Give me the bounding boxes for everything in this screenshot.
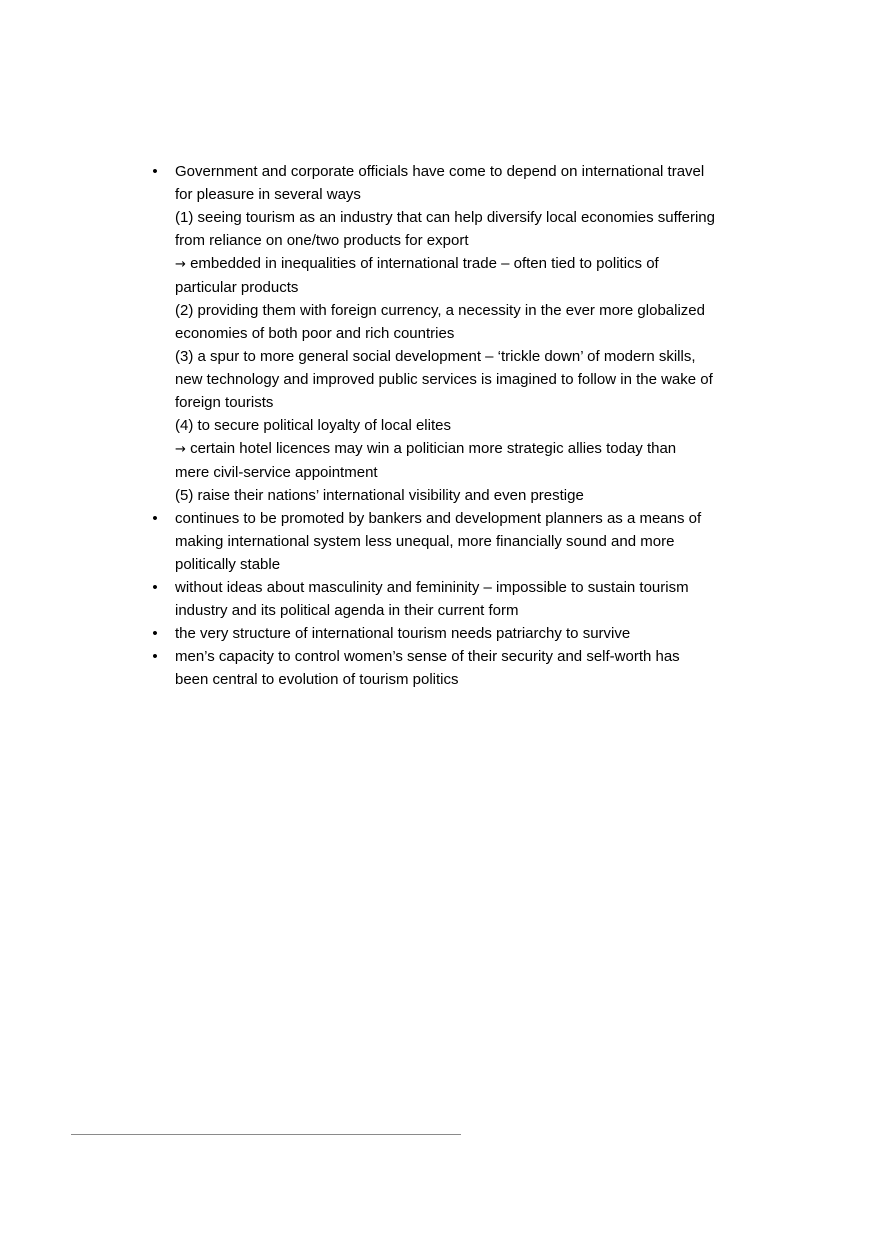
footnote-separator <box>71 1134 461 1135</box>
bullet-list <box>148 160 748 691</box>
text-line: (2) providing them with foreign currency, a necessity in the ever more globalized <box>175 302 705 319</box>
text-line: mere civil-service appointment <box>175 464 378 481</box>
text-line: foreign tourists <box>175 394 274 411</box>
arrow-line-text: embedded in inequalities of international trade – often tied to politics of <box>185 255 659 272</box>
bullet-dot-icon: • <box>152 510 158 527</box>
text-line: (3) a spur to more general social development – ‘trickle down’ of modern skills, <box>175 348 696 365</box>
text-line: men’s capacity to control women’s sense of their security and self-worth has <box>175 648 680 665</box>
bullet-dot-icon: • <box>152 625 158 642</box>
text-line: without ideas about masculinity and femininity – impossible to sustain tourism <box>175 579 689 596</box>
text-line: new technology and improved public services is imagined to follow in the wake of <box>175 371 713 388</box>
right-arrow-icon: → <box>175 442 186 457</box>
bullet-item <box>148 576 748 622</box>
arrow-line <box>175 252 748 276</box>
text-line: continues to be promoted by bankers and development planners as a means of <box>175 510 702 527</box>
bullet-dot-icon: • <box>152 579 158 596</box>
text-line: for pleasure in several ways <box>175 186 361 203</box>
text-line: been central to evolution of tourism politics <box>175 671 459 688</box>
text-line: industry and its political agenda in their current form <box>175 602 519 619</box>
right-arrow-icon: → <box>175 257 186 272</box>
bullet-item <box>148 507 748 576</box>
text-line: (4) to secure political loyalty of local elites <box>175 417 451 434</box>
text-line: (1) seeing tourism as an industry that can help diversify local economies suffering <box>175 209 715 226</box>
text-line: Government and corporate officials have come to depend on international travel <box>175 163 705 180</box>
bullet-dot-icon: • <box>152 163 158 180</box>
text-line: making international system less unequal, more financially sound and more <box>175 533 675 550</box>
text-line: the very structure of international tourism needs patriarchy to survive <box>175 625 631 642</box>
text-line: particular products <box>175 279 299 296</box>
text-line: from reliance on one/two products for export <box>175 232 469 249</box>
text-line: economies of both poor and rich countries <box>175 325 455 342</box>
bullet-item <box>148 645 748 691</box>
text-line: politically stable <box>175 556 281 573</box>
arrow-line-text: certain hotel licences may win a politician more strategic allies today than <box>185 440 677 457</box>
arrow-line <box>175 437 748 461</box>
bullet-item <box>148 160 748 507</box>
text-line: (5) raise their nations’ international visibility and even prestige <box>175 487 584 504</box>
bullet-dot-icon: • <box>152 648 158 665</box>
bullet-item <box>148 622 748 645</box>
